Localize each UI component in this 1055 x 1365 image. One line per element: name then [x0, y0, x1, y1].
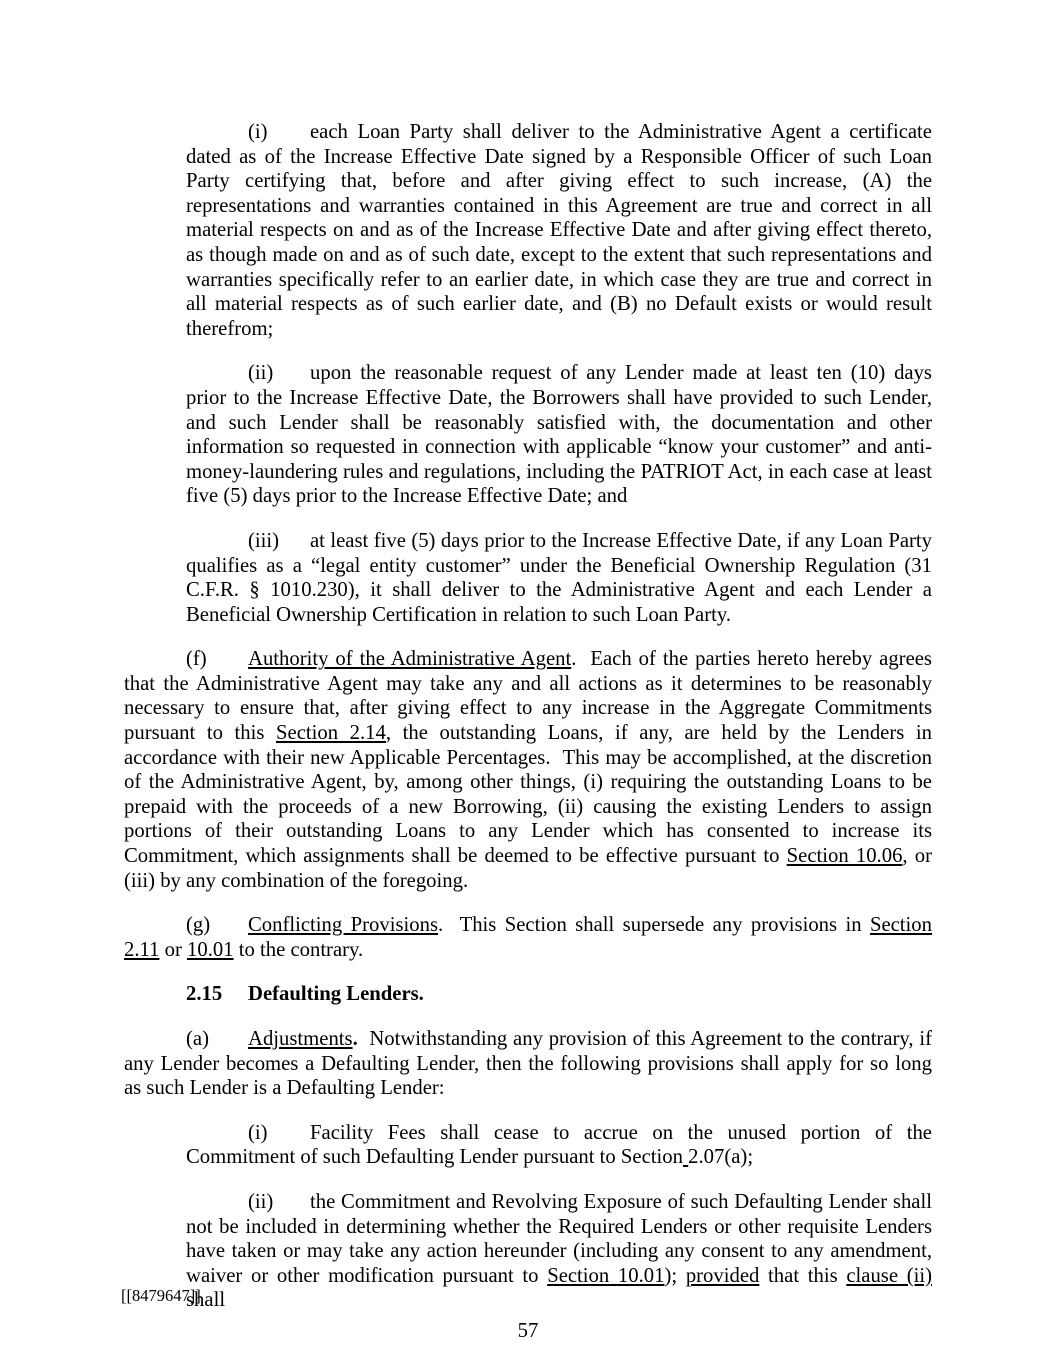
section-reference: 10.01 [187, 938, 234, 961]
paragraph-text: , the outstanding Loans, if any, are held by the Lenders in accordance with their new Applicable Percentages. This may be accomplished, at the discretion of the Administrative Agent, by, among other things, (i) requiring the outstanding Loans to be prepaid with the proceeds of a new Borrowing, (ii) causing the existing Lenders to assign portions of their outstanding Loans to any Lender which has consented to increase its Commitment, which assignments shall be deemed to be effective pursuant to [124, 722, 932, 868]
paragraph-text: , or (iii) by any combination of the foregoing. [124, 845, 932, 892]
clause-text: the Commitment and Revolving Exposure of such Defaulting Lender shall not be included in determining whether the Required Lenders or other requisite Lenders have taken or may take any action hereunder (including any consent to any amendment, waiver or other modification pursuant to [186, 1190, 932, 1287]
paragraph-a-adjustments [124, 1027, 932, 1101]
increase-clause-iii [186, 529, 932, 627]
section-heading-2-15 [186, 982, 932, 1007]
clause-label: (ii) [248, 362, 274, 385]
paragraph-text: . [352, 1028, 358, 1050]
clause-text: that this [759, 1264, 847, 1287]
clause-label: (iii) [248, 529, 280, 552]
defaulting-clause-ii [186, 1190, 932, 1313]
section-reference: Section 10.06 [786, 845, 903, 868]
clause-text: upon the reasonable request of any Lender made at least ten (10) days prior to the Increase Effective Date, the Borrowers shall have provided to such Lender, and such Lender shall be reasonably satisfied with, the documentation and other information so requested in connection with applicable “know your customer” and anti-money-laundering rules and regulations, including the PATRIOT Act, in each case at least five (5) days prior to the Increase Effective Date; and [186, 362, 932, 508]
clause-text: each Loan Party shall deliver to the Administrative Agent a certificate dated as of the Increase Effective Date signed by a Responsible Officer of such Loan Party certifying that, before and after giving effect to such increase, (A) the representations and warranties contained in this Agreement are true and correct in all material respects on and as of the Increase Effective Date and after giving effect thereto, as though made on and as of such date, except to the extent that such representations and warranties specifically refer to an earlier date, in which case they are true and correct in all material respects as of such earlier date, and (B) no Default exists or would result therefrom; [186, 121, 932, 340]
document-body [124, 120, 932, 1344]
section-reference: Section 2.11 [124, 914, 932, 961]
clause-text: Facility Fees shall cease to accrue on the unused portion of the Commitment of such Defaulting Lender pursuant to Section [186, 1121, 932, 1169]
paragraph-text: or [159, 938, 188, 961]
proviso-term: provided [685, 1264, 760, 1287]
section-reference: Section 2.14 [276, 722, 386, 745]
paragraph-heading: Conflicting Provisions [248, 914, 438, 937]
paragraph-heading: Authority of the Administrative Agent [248, 648, 572, 671]
paragraph-text: to the contrary. [233, 938, 364, 961]
paragraph-text: . This Section shall supersede any provisions in [438, 914, 870, 937]
defaulting-clause-i [186, 1121, 932, 1170]
section-title: Defaulting Lenders. [248, 983, 424, 1006]
clause-label: (i) [248, 1121, 268, 1144]
clause-text: shall [186, 1289, 226, 1312]
document-id-footer: [[8479647]] [121, 1286, 201, 1305]
paragraph-g-conflicting [124, 913, 932, 962]
paragraph-f-authority [124, 647, 932, 893]
clause-reference: clause (ii) [846, 1264, 932, 1287]
paragraph-heading: Adjustments [248, 1028, 353, 1050]
increase-clause-i [186, 120, 932, 341]
clause-text: at least five (5) days prior to the Increase Effective Date, if any Loan Party qualifies as a “legal entity customer” under the Beneficial Ownership Regulation (31 C.F.R. § 1010.230), it shall deliver to the Administrative Agent and each Lender a Beneficial Ownership Certification in relation to such Loan Party. [186, 529, 932, 626]
paragraph-label: (a) [186, 1028, 209, 1050]
paragraph-label: (f) [186, 648, 207, 671]
section-reference: Section 10.01 [547, 1264, 665, 1287]
increase-clause-ii [186, 361, 932, 509]
clause-label: (i) [248, 121, 268, 143]
paragraph-label: (g) [186, 914, 211, 937]
section-number: 2.15 [186, 983, 223, 1006]
clause-text: ); [664, 1264, 686, 1287]
page-number: 57 [517, 1319, 539, 1342]
clause-label: (ii) [248, 1190, 274, 1213]
paragraph-text: Notwithstanding any provision of this Agreement to the contrary, if any Lender becomes a Defaulting Lender, then the following provisions shall apply for so long as such Lender is a Defaulting Lender: [124, 1028, 932, 1100]
paragraph-text: . Each of the parties hereto hereby agrees that the Administrative Agent may take any and all actions as it determines to be reasonably necessary to ensure that, after giving effect to any increase in the Aggregate Commitments pursuant to this [124, 648, 932, 745]
clause-text: 2.07(a); [688, 1146, 754, 1169]
